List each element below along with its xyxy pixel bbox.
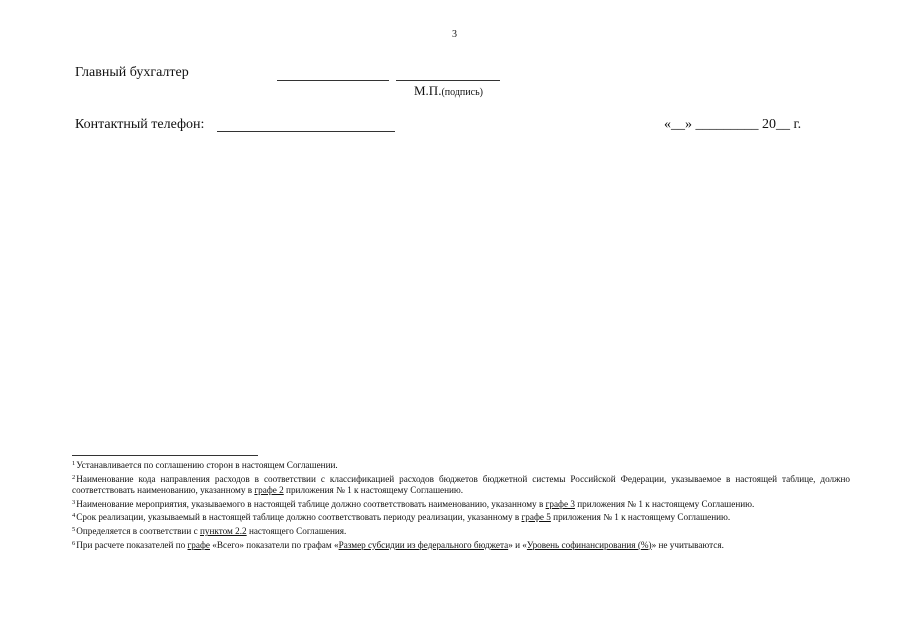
footnote-text: «Всего» показатели по графам « — [210, 539, 339, 550]
chief-accountant-label: Главный бухгалтер — [75, 65, 189, 80]
page-number: 3 — [452, 29, 457, 40]
footnote-text: приложения № 1 к настоящему Соглашению. — [550, 512, 731, 523]
footnote-1 — [72, 458, 850, 472]
footnote-text: приложения № 1 к настоящему Соглашению. — [283, 485, 464, 496]
footnote-text: » и « — [508, 539, 527, 550]
footnote-5 — [72, 524, 850, 538]
footnote-mark: 6 — [72, 539, 76, 547]
footnote-6 — [72, 538, 850, 552]
footnote-text: приложения № 1 к настоящему Соглашению. — [574, 498, 755, 509]
signature-line-1 — [277, 80, 389, 81]
footnote-link-cofinancing-level[interactable]: Уровень софинансирования (%) — [526, 539, 652, 550]
footnote-text: Наименование кода направления расходов в соответствии с классификацией расходов бюджетов бюджетной системы Российской Федерации, указываемое в настоящей таблице, должно соответствовать наименованию, указанному в — [72, 473, 850, 496]
footnote-link-grafa[interactable]: графе — [187, 539, 210, 550]
footnote-text: » не учитываются. — [651, 539, 724, 550]
footnote-link-grafa-2[interactable]: графе 2 — [254, 485, 284, 496]
footnote-mark: 3 — [72, 498, 76, 506]
footnote-mark: 4 — [72, 512, 76, 520]
stamp-caption — [414, 83, 483, 99]
footnote-text: Наименование мероприятия, указываемого в настоящей таблице должно соответствовать наименованию, указанному в — [76, 498, 546, 509]
footnote-rule — [72, 455, 258, 456]
footnote-text: Срок реализации, указываемый в настоящей таблице должно соответствовать периоду реализации, указанному в — [76, 512, 522, 523]
footnote-text: настоящего Соглашения. — [246, 525, 347, 536]
footnote-text: Определяется в соответствии с — [76, 525, 200, 536]
footnote-link-subsidy-size[interactable]: Размер субсидии из федерального бюджета — [338, 539, 509, 550]
footnote-text: При расчете показателей по — [76, 539, 188, 550]
footnote-4 — [72, 510, 850, 524]
signature-line-2 — [396, 80, 500, 81]
date-field: «__» _________ 20__ г. — [664, 117, 802, 132]
footnote-link-punkt-2-2[interactable]: пунктом 2.2 — [199, 525, 247, 536]
footnote-mark: 5 — [72, 525, 76, 533]
footnote-3 — [72, 497, 850, 511]
footnote-mark: 2 — [72, 473, 76, 481]
footnote-mark: 1 — [72, 460, 76, 467]
footnote-text: Устанавливается по соглашению сторон в настоящем Соглашении. — [76, 460, 338, 470]
contact-phone-line — [217, 131, 395, 132]
footnote-link-grafa-5[interactable]: графе 5 — [521, 512, 551, 523]
footnote-2 — [72, 472, 850, 497]
signature-caption: (подпись) — [441, 87, 483, 98]
contact-phone-label: Контактный телефон: — [75, 117, 205, 132]
footnote-link-grafa-3[interactable]: графе 3 — [545, 498, 575, 509]
stamp-label: М.П. — [414, 83, 442, 98]
footnotes — [72, 458, 850, 551]
